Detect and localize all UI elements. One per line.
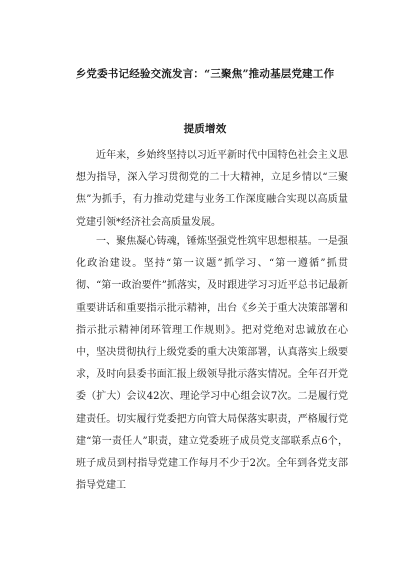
document-title: 乡党委书记经验交流发言：“三聚焦”推动基层党建工作 xyxy=(75,68,335,80)
paragraph-text: 一、聚焦凝心铸魂，锤炼坚强党性筑牢思想根基。一是强化政治建设。坚持“第一议题”抓学习、“第一遵循”抓贯彻、“第一政治要件”抓落实，及时跟进学习习近平总书记最新重要讲话和重要指示批示精神，出台《乡关于重大决策部署和指示批示精神闭环管理工作规则》。把对党绝对忠诚放在心中，坚决贯彻执行上级党委的重大决策部署，认真落实上级要求，及时向县委书面汇报上级领导批示落实情况。全年召开党委（扩大）会议42次、理论学习中心组会议7次。二是履行党建责任。切实履行党委把方向管大局保落实职责，严格履行党建“第一责任人”职责，建立党委班子成员党支部联系点6个，班子成员到村指导党建工作每月不少于2次。全年到各党支部指导党建工 xyxy=(76,236,348,492)
document-subtitle: 提质增效 xyxy=(183,123,227,135)
body-paragraph-section-1 xyxy=(76,231,348,497)
body-paragraph-intro xyxy=(76,145,348,234)
paragraph-text: 近年来，乡始终坚持以习近平新时代中国特色社会主义思想为指导，深入学习贯彻党的二十大精神，立足乡情以“三聚焦”为抓手，有力推动党建与业务工作深度融合实现以高质量党建引领*经济社会高质量发展。 xyxy=(76,150,348,228)
